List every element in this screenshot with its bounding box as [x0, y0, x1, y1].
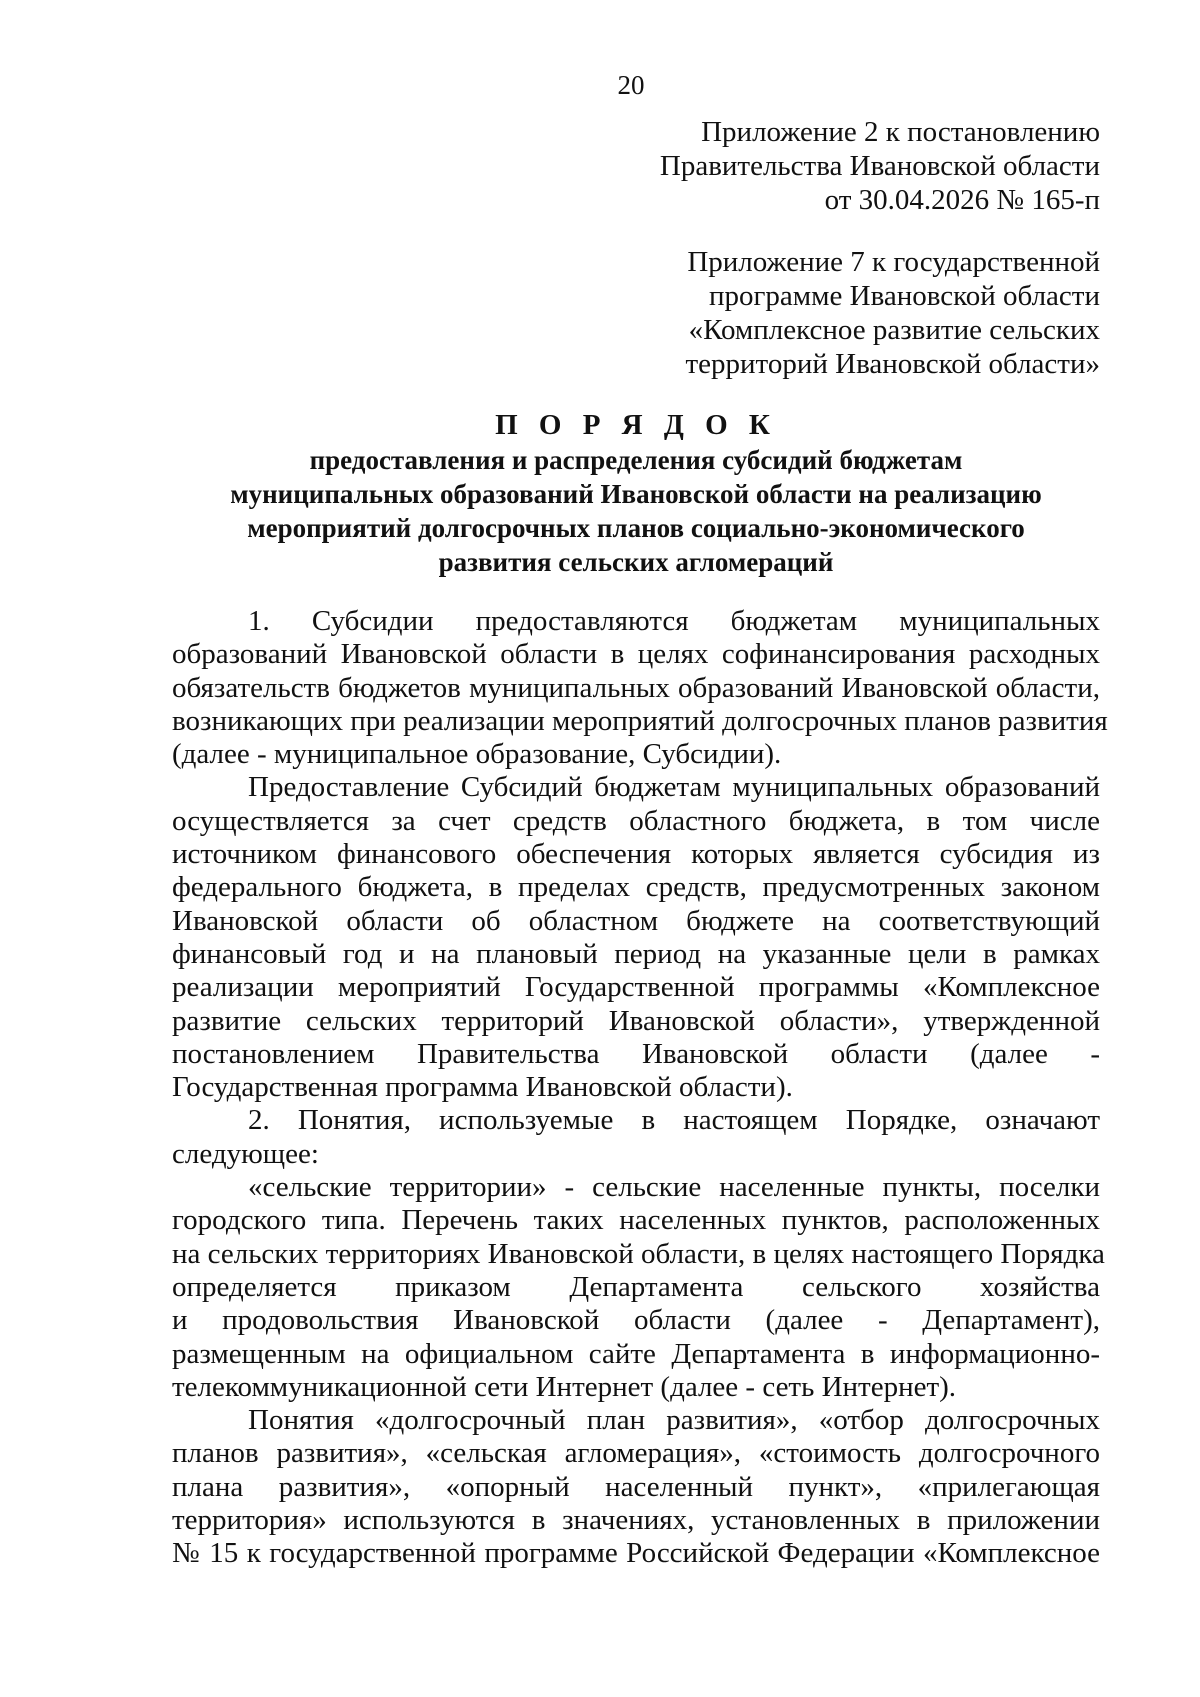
approval-line: Приложение 2 к постановлению	[701, 116, 1100, 148]
text-line: 1. Субсидии предоставляются бюджетам муниципальных	[248, 605, 1100, 637]
text-line: Понятия «долгосрочный план развития», «отбор долгосрочных	[248, 1404, 1100, 1437]
text-line: федерального бюджета, в пределах средств, предусмотренных законом	[172, 871, 1100, 904]
approval-header-resolution	[560, 115, 1100, 217]
text-line: размещенным на официальном сайте Департамента в информационно-	[172, 1337, 1100, 1370]
title-line: предоставления и распределения субсидий бюджетам	[309, 445, 963, 475]
text-line: на сельских территориях Ивановской области, в целях настоящего Порядка	[172, 1237, 1105, 1270]
text-line: следующее:	[172, 1137, 319, 1170]
text-line: Предоставление Субсидий бюджетам муниципальных образований	[248, 771, 1100, 804]
paragraph-4	[172, 1171, 1105, 1404]
document-body	[172, 605, 1108, 1571]
text-line: реализации мероприятий Государственной программы «Комплексное	[172, 971, 1100, 1004]
paragraph-3	[172, 1104, 1100, 1171]
text-line: телекоммуникационной сети Интернет (далее - сеть Интернет).	[172, 1370, 957, 1403]
text-line: Государственная программа Ивановской области).	[172, 1071, 793, 1104]
text-line: 2. Понятия, используемые в настоящем Порядке, означают	[248, 1104, 1100, 1137]
text-line: (далее - муниципальное образование, Субсидии).	[172, 738, 782, 771]
approval-line: от 30.04.2026 № 165-п	[824, 184, 1100, 216]
text-line: источником финансового обеспечения которых является субсидия из	[172, 838, 1100, 871]
approval-header-program	[560, 245, 1100, 381]
text-line: образований Ивановской области в целях софинансирования расходных	[172, 638, 1100, 671]
approval-line: Приложение 7 к государственной	[687, 246, 1100, 278]
title-main: П О Р Я Д О К	[495, 409, 777, 441]
paragraph-1	[172, 605, 1108, 771]
title-line: муниципальных образований Ивановской области на реализацию	[230, 479, 1042, 509]
text-line: № 15 к государственной программе Российской Федерации «Комплексное	[172, 1537, 1100, 1570]
text-line: возникающих при реализации мероприятий долгосрочных планов развития	[172, 704, 1108, 737]
text-line: планов развития», «сельская агломерация», «стоимость долгосрочного	[172, 1437, 1100, 1470]
paragraph-5	[172, 1404, 1100, 1570]
text-line: финансовый год и на плановый период на указанные цели в рамках	[172, 937, 1100, 970]
text-line: плана развития», «опорный населенный пункт», «прилегающая	[172, 1470, 1100, 1503]
title-line: развития сельских агломераций	[438, 547, 834, 577]
document-title	[172, 407, 1100, 579]
text-line: обязательств бюджетов муниципальных образований Ивановской области,	[172, 671, 1100, 704]
text-line: постановлением Правительства Ивановской области (далее -	[172, 1037, 1100, 1070]
approval-line: Правительства Ивановской области	[659, 150, 1100, 182]
text-line: городского типа. Перечень таких населенных пунктов, расположенных	[172, 1204, 1100, 1237]
approval-line: территорий Ивановской области»	[685, 348, 1100, 380]
text-line: определяется приказом Департамента сельского хозяйства	[172, 1270, 1100, 1303]
text-line: Ивановской области об областном бюджете на соответствующий	[172, 904, 1100, 937]
page-number: 20	[617, 70, 645, 100]
approval-line: «Комплексное развитие сельских	[688, 314, 1100, 346]
text-line: «сельские территории» - сельские населенные пункты, поселки	[248, 1171, 1100, 1204]
text-line: территория» используются в значениях, установленных в приложении	[172, 1504, 1100, 1537]
text-line: развитие сельских территорий Ивановской области», утвержденной	[172, 1004, 1100, 1037]
paragraph-2	[172, 771, 1100, 1104]
title-line: мероприятий долгосрочных планов социально-экономического	[247, 513, 1025, 543]
text-line: осуществляется за счет средств областного бюджета, в том числе	[172, 804, 1100, 837]
approval-line: программе Ивановской области	[709, 280, 1100, 312]
text-line: и продовольствия Ивановской области (далее - Департамент),	[172, 1304, 1100, 1337]
